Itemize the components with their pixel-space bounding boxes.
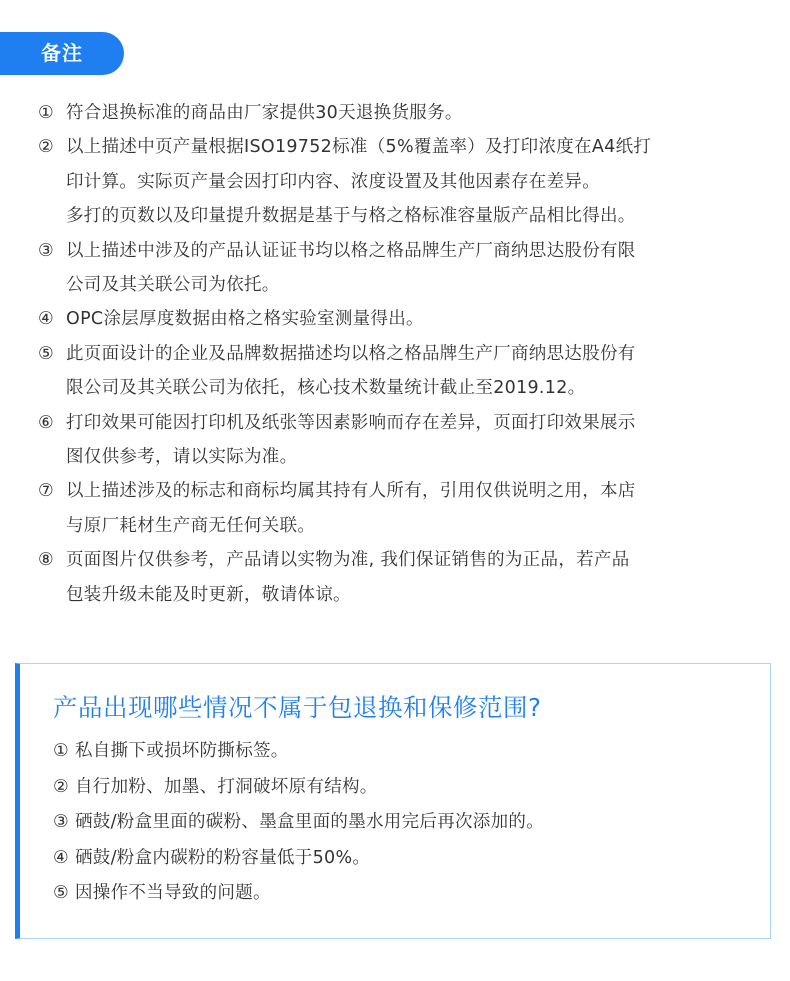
note-line: 公司及其关联公司为依托。 (66, 275, 280, 296)
note-line: 多打的页数以及印量提升数据是基于与格之格标准容量版产品相比得出。 (66, 206, 636, 227)
note-item (38, 337, 758, 406)
exclusion-number: ④ (53, 847, 69, 868)
note-number: ⑧ (38, 550, 54, 571)
exclusion-number: ① (53, 741, 69, 761)
exclusion-item (53, 734, 544, 770)
note-number: ② (38, 137, 54, 158)
note-number: ⑦ (38, 481, 54, 502)
exclusion-text: 硒鼓/粉盒内碳粉的粉容量低于50%。 (75, 847, 371, 868)
note-number: ① (38, 103, 54, 123)
note-item (38, 543, 758, 612)
warranty-exclusions-list (53, 734, 544, 912)
exclusion-number: ② (53, 776, 69, 797)
exclusion-item (53, 841, 544, 877)
note-line: 包装升级未能及时更新，敬请体谅。 (66, 584, 351, 605)
note-line: 以上描述涉及的标志和商标均属其持有人所有，引用仅供说明之用，本店 (66, 481, 636, 502)
warranty-exclusions-box (15, 663, 771, 939)
exclusion-text: 自行加粉、加墨、打洞破坏原有结构。 (75, 776, 378, 797)
note-item (38, 302, 758, 336)
note-number: ④ (38, 309, 54, 330)
exclusion-item (53, 876, 544, 912)
exclusion-text: 硒鼓/粉盒里面的碳粉、墨盒里面的墨水用完后再次添加的。 (75, 812, 544, 832)
exclusion-number: ⑤ (53, 883, 69, 903)
note-line: 以上描述中涉及的产品认证证书均以格之格品牌生产厂商纳思达股份有限 (66, 240, 636, 261)
note-line: 此页面设计的企业及品牌数据描述均以格之格品牌生产厂商纳思达股份有 (66, 343, 636, 364)
note-item (38, 130, 758, 233)
note-item (38, 474, 758, 543)
exclusion-number: ③ (53, 812, 69, 832)
exclusion-item (53, 805, 544, 841)
note-line: 印计算。实际页产量会因打印内容、浓度设置及其他因素存在差异。 (66, 171, 600, 192)
notes-badge: 备注 (0, 32, 124, 75)
note-line: 符合退换标准的商品由厂家提供30天退换货服务。 (66, 103, 463, 123)
note-number: ③ (38, 240, 54, 261)
note-line: OPC涂层厚度数据由格之格实验室测量得出。 (66, 309, 424, 330)
exclusion-item (53, 770, 544, 806)
note-line: 限公司及其关联公司为依托，核心技术数量统计截止至2019.12。 (66, 378, 586, 399)
note-item (38, 406, 758, 475)
note-line: 与原厂耗材生产商无任何关联。 (66, 515, 316, 536)
note-line: 以上描述中页产量根据ISO19752标准（5%覆盖率）及打印浓度在A4纸打 (66, 137, 652, 158)
exclusion-text: 私自撕下或损坏防撕标签。 (75, 741, 289, 761)
notes-list (38, 96, 758, 612)
note-number: ⑥ (38, 412, 54, 433)
note-item (38, 234, 758, 303)
note-number: ⑤ (38, 343, 54, 364)
note-item (38, 96, 758, 130)
warranty-exclusions-title: 产品出现哪些情况不属于包退换和保修范围? (53, 693, 542, 722)
note-line: 打印效果可能因打印机及纸张等因素影响而存在差异，页面打印效果展示 (66, 412, 636, 433)
exclusion-text: 因操作不当导致的问题。 (75, 883, 271, 903)
note-line: 页面图片仅供参考，产品请以实物为准, 我们保证销售的为正品，若产品 (66, 550, 630, 571)
note-line: 图仅供参考，请以实际为准。 (66, 447, 298, 468)
